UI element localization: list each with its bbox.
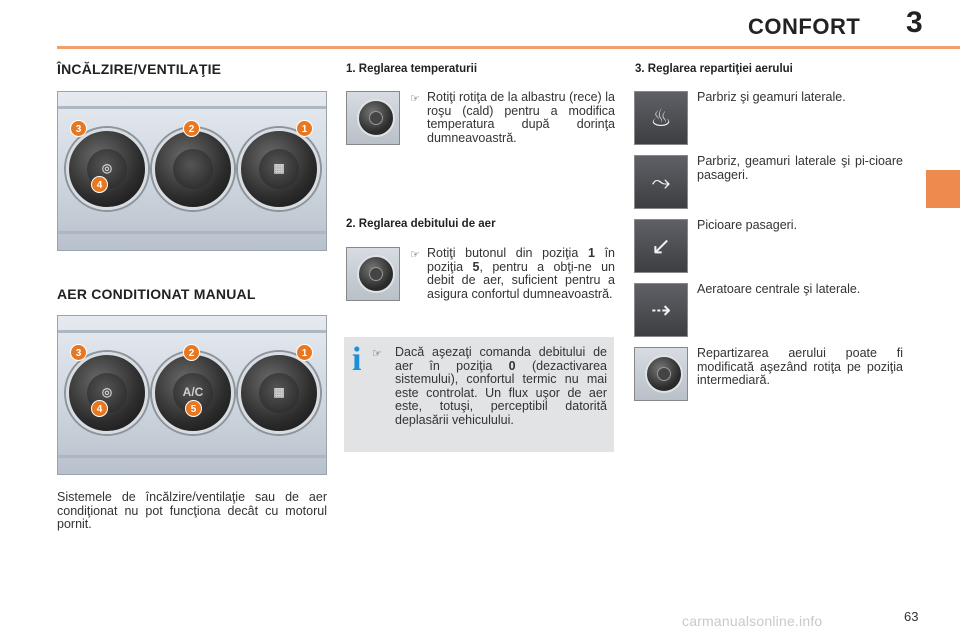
callout-4: 4 — [91, 176, 108, 193]
heading-air-distribution: 3. Reglarea repartiţiei aerului — [635, 63, 793, 75]
distribution-item-text: Parbriz şi geamuri laterale. — [697, 90, 846, 104]
bullet-icon: ☞ — [410, 249, 420, 261]
info-icon: i — [352, 341, 362, 378]
watermark: carmanualsonline.info — [682, 613, 823, 629]
callout-1: 1 — [296, 344, 313, 361]
fan-thumbnail — [346, 247, 400, 301]
callout-5: 5 — [185, 400, 202, 417]
bullet-icon: ☞ — [372, 348, 382, 360]
heading-heating-ventilation: ÎNCĂLZIRE/VENTILAŢIE — [57, 61, 222, 77]
temperature-thumbnail — [346, 91, 400, 145]
chapter-side-tab — [926, 170, 960, 208]
face-vents-icon: ⇢ — [634, 283, 688, 337]
distribution-item-text: Parbriz, geamuri laterale şi pi-cioare pasageri. — [697, 154, 903, 182]
air-flow-text: în poziţia — [427, 246, 615, 274]
chapter-title: CONFORT — [748, 14, 861, 39]
feet-icon: ↙ — [634, 219, 688, 273]
chapter-number: 3 — [906, 6, 923, 39]
bullet-icon: ☞ — [410, 93, 420, 105]
temperature-knob: ▦ — [238, 128, 320, 210]
callout-2: 2 — [183, 344, 200, 361]
temperature-knob: ▦ — [238, 352, 320, 434]
panel-trim — [58, 231, 326, 234]
callout-3: 3 — [70, 120, 87, 137]
info-text — [395, 346, 607, 427]
fan-speed-knob — [152, 128, 234, 210]
position-value: 1 — [587, 246, 595, 260]
callout-3: 3 — [70, 344, 87, 361]
distribution-knob: ◎ — [66, 128, 148, 210]
callout-4: 4 — [91, 400, 108, 417]
info-text-part: Dacă aşezaţi comanda debitului de aer în poziţia — [395, 345, 607, 373]
callout-1: 1 — [296, 120, 313, 137]
panel-heating-photo — [57, 91, 327, 251]
windscreen-feet-icon: ⤳ — [634, 155, 688, 209]
air-flow-text: , pentru a obţi-ne un debit de aer, suficient pentru a asigura confortul dumneavoastră. — [427, 259, 615, 301]
windscreen-demist-icon: ♨ — [634, 91, 688, 145]
header-rule — [57, 46, 960, 49]
distribution-knob-icon — [634, 347, 688, 401]
info-box — [344, 337, 614, 452]
temperature-instructions: Rotiţi rotiţa de la albastru (rece) la roşu (cald) pentru a modifica temperatura după dorinţa dumneavoastră. — [427, 90, 615, 145]
engine-running-note: Sistemele de încălzire/ventilaţie sau de aer condiţionat nu pot funcţiona decât cu motorul pornit. — [57, 490, 327, 531]
position-value: 5 — [472, 259, 480, 274]
heading-air-flow: 2. Reglarea debitului de aer — [346, 218, 496, 230]
panel-ac-photo — [57, 315, 327, 475]
distribution-knob: ◎ — [66, 352, 148, 434]
callout-2: 2 — [183, 120, 200, 137]
panel-trim — [58, 455, 326, 458]
distribution-item-text: Repartizarea aerului poate fi modificată aşezând rotiţa pe poziţia intermediară. — [697, 346, 903, 387]
heading-temperature: 1. Reglarea temperaturii — [346, 63, 478, 75]
panel-trim — [58, 330, 326, 333]
air-flow-instructions — [427, 247, 615, 301]
air-flow-text: Rotiţi butonul din poziţia — [427, 246, 588, 260]
panel-trim — [58, 106, 326, 109]
position-value: 0 — [508, 358, 516, 373]
page-number: 63 — [904, 609, 919, 624]
info-text-part: (dezactivarea sistemului), confortul termic nu mai este controlat. Un flux uşor de aer este, totuşi, perceptibil datorită deplasării vehiculului. — [395, 358, 607, 427]
fan-speed-knob: A/C — [152, 352, 234, 434]
heading-manual-ac: AER CONDITIONAT MANUAL — [57, 286, 256, 302]
distribution-item-text: Aeratoare centrale şi laterale. — [697, 282, 861, 296]
distribution-item-text: Picioare pasageri. — [697, 218, 798, 232]
